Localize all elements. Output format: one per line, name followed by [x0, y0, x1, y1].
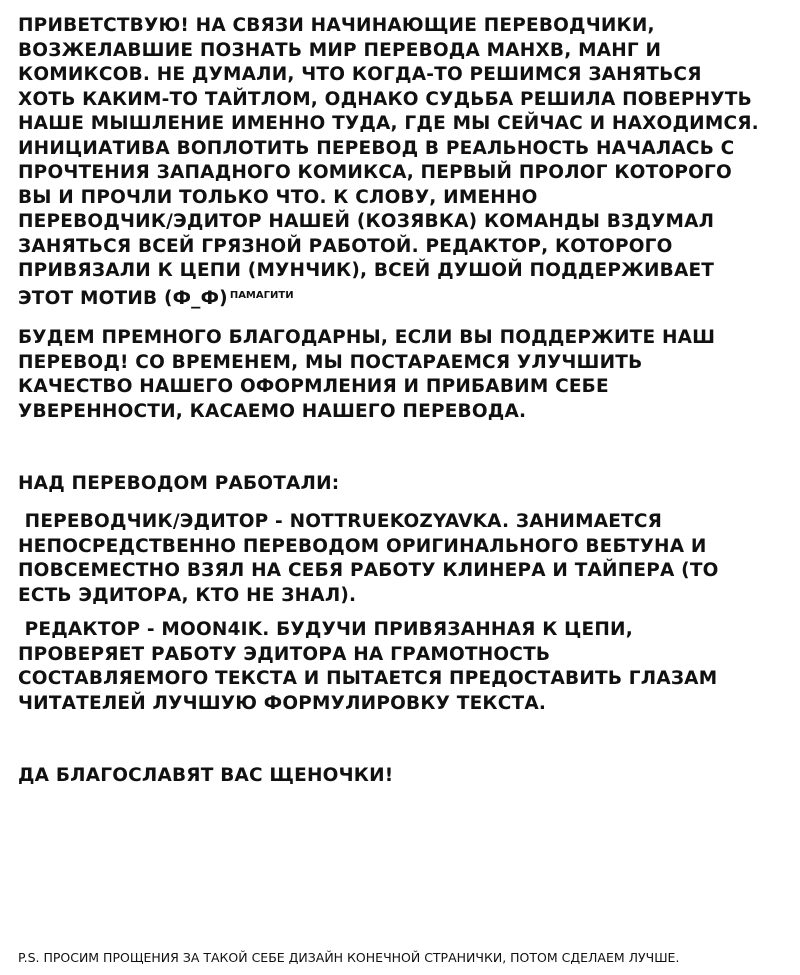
- text-line: ПРОЧТЕНИЯ ЗАПАДНОГО КОМИКСА, ПЕРВЫЙ ПРОЛОГ КОТОРОГО: [18, 162, 732, 183]
- text-line: ПЕРЕВОДЧИК/ЭДИТОР НАШЕЙ (КОЗЯВКА) КОМАНДЫ ВЗДУМАЛ: [18, 211, 715, 232]
- text-line: ЭТОТ МОТИВ (Ф_Ф): [18, 287, 228, 309]
- text-line: НЕПОСРЕДСТВЕННО ПЕРЕВОДОМ ОРИГИНАЛЬНОГО ВЕБТУНА И: [18, 535, 707, 557]
- text-line: ЗАНЯТЬСЯ ВСЕЙ ГРЯЗНОЙ РАБОТОЙ. РЕДАКТОР, КОТОРОГО: [18, 235, 673, 257]
- intro-paragraph: [18, 14, 788, 311]
- text-line: ЧИТАТЕЛЕЙ ЛУЧШУЮ ФОРМУЛИРОВКУ ТЕКСТА.: [18, 692, 547, 714]
- aside-note: ПАМАГИТИ: [229, 289, 294, 301]
- text-line: НАШЕ МЫШЛЕНИЕ ИМЕННО ТУДА, ГДЕ МЫ СЕЙЧАС И НАХОДИМСЯ.: [18, 113, 759, 134]
- footnote: P.S. ПРОСИМ ПРОЩЕНИЯ ЗА ТАКОЙ СЕБЕ ДИЗАЙН КОНЕЧНОЙ СТРАНИЧКИ, ПОТОМ СДЕЛАЕМ ЛУЧШЕ.: [18, 950, 680, 965]
- text-line-last: [18, 284, 788, 312]
- text-line: ПРИВЕТСТВУЮ! НА СВЯЗИ НАЧИНАЮЩИЕ ПЕРЕВОДЧИКИ,: [18, 15, 655, 36]
- translator-credit: [18, 510, 788, 608]
- text-line: ПОВСЕМЕСТНО ВЗЯЛ НА СЕБЯ РАБОТУ КЛИНЕРА И ТАЙПЕРА (ТО: [18, 560, 719, 581]
- text-line: ХОТЬ КАКИМ-ТО ТАЙТЛОМ, ОДНАКО СУДЬБА РЕШИЛА ПОВЕРНУТЬ: [18, 88, 752, 110]
- text-line: ПЕРЕВОДЧИК/ЭДИТОР - NOTTRUEKOZYAVKA. ЗАНИМАЕТСЯ: [18, 511, 663, 532]
- text-line: КОМИКСОВ. НЕ ДУМАЛИ, ЧТО КОГДА-ТО РЕШИМСЯ ЗАНЯТЬСЯ: [18, 64, 702, 85]
- support-paragraph: [18, 326, 788, 424]
- text-line: БУДЕМ ПРЕМНОГО БЛАГОДАРНЫ, ЕСЛИ ВЫ ПОДДЕРЖИТЕ НАШ: [18, 327, 716, 348]
- blessing-line: [18, 764, 788, 789]
- text-line: ВОЗЖЕЛАВШИЕ ПОЗНАТЬ МИР ПЕРЕВОДА МАНХВ, МАНГ И: [18, 39, 662, 61]
- text-line: ПРОВЕРЯЕТ РАБОТУ ЭДИТОРА НА ГРАМОТНОСТЬ: [18, 643, 551, 665]
- text-line: ИНИЦИАТИВА ВОПЛОТИТЬ ПЕРЕВОД В РЕАЛЬНОСТЬ НАЧАЛАСЬ С: [18, 137, 735, 159]
- text-line: РЕДАКТОР - MOON4IK. БУДУЧИ ПРИВЯЗАННАЯ К ЦЕПИ,: [18, 619, 633, 640]
- credits-heading: [18, 472, 788, 497]
- text-line: КАЧЕСТВО НАШЕГО ОФОРМЛЕНИЯ И ПРИБАВИМ СЕБЕ: [18, 376, 609, 397]
- text-line: ЕСТЬ ЭДИТОРА, КТО НЕ ЗНАЛ).: [18, 584, 357, 606]
- text-line: УВЕРЕННОСТИ, КАСАЕМО НАШЕГО ПЕРЕВОДА.: [18, 400, 527, 422]
- text-line: ДА БЛАГОСЛАВЯТ ВАС ЩЕНОЧКИ!: [18, 765, 394, 786]
- text-line: НАД ПЕРЕВОДОМ РАБОТАЛИ:: [18, 473, 340, 494]
- editor-credit: [18, 618, 788, 716]
- text-line: ПРИВЯЗАЛИ К ЦЕПИ (МУНЧИК), ВСЕЙ ДУШОЙ ПОДДЕРЖИВАЕТ: [18, 260, 715, 281]
- text-line: ВЫ И ПРОЧЛИ ТОЛЬКО ЧТО. К СЛОВУ, ИМЕННО: [18, 186, 538, 208]
- text-line: ПЕРЕВОД! СО ВРЕМЕНЕМ, МЫ ПОСТАРАЕМСЯ УЛУЧШИТЬ: [18, 351, 643, 373]
- text-line: СОСТАВЛЯЕМОГО ТЕКСТА И ПЫТАЕТСЯ ПРЕДОСТАВИТЬ ГЛАЗАМ: [18, 668, 718, 689]
